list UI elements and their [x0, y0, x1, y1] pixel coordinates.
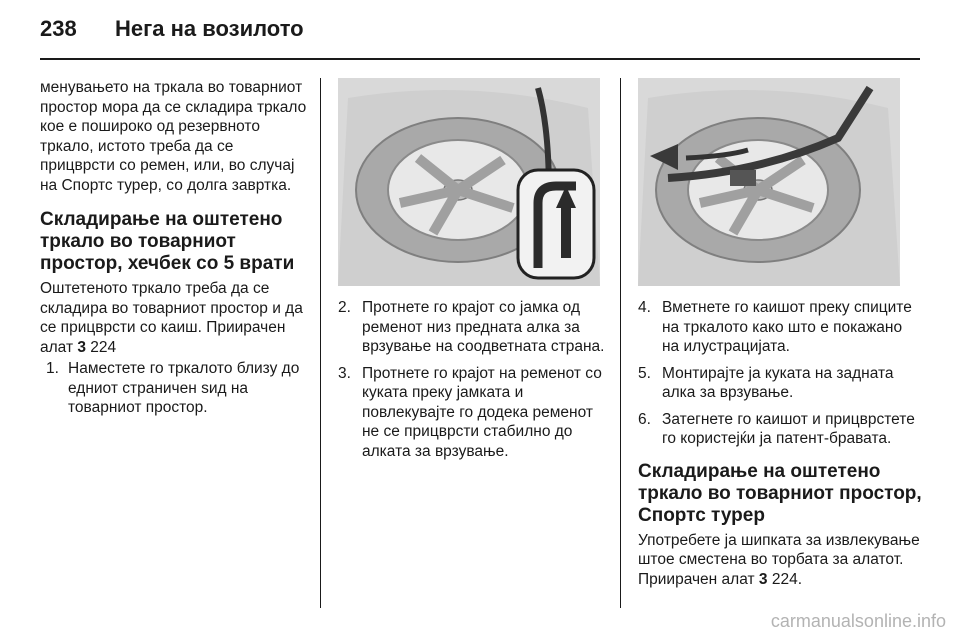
step-number: 1.: [46, 360, 59, 377]
column-2: [338, 78, 608, 468]
section-text: Оштетеното тркало треба да се складира во товарниот простор и да се прицврсти со каиш. Приирачен алат: [40, 280, 303, 356]
step-item: [338, 298, 608, 357]
section-text: Употребете ја шипката за извлекување штое сместена во торбата за алатот. Приирачен алат: [638, 531, 920, 588]
page-ref-link[interactable]: 224.: [771, 570, 803, 588]
column-divider: [320, 78, 321, 608]
step-text: Наместете го тркалото близу до едниот страничен ѕид на товарниот простор.: [68, 360, 300, 416]
page-header: [40, 12, 920, 52]
page-number: 238: [40, 16, 77, 41]
header-rule: [40, 58, 920, 60]
step-number: 6.: [638, 410, 651, 428]
step-item: [638, 364, 922, 403]
step-text: Затегнете го каишот и прицврстете го користејќи ја патент-бравата.: [662, 410, 915, 447]
steps-list: [40, 359, 308, 418]
page-ref-arrow-icon: 3: [758, 570, 768, 588]
step-number: 5.: [638, 364, 651, 382]
page-ref-link[interactable]: 224: [90, 338, 117, 356]
section-paragraph: [40, 279, 308, 357]
step-number: 2.: [338, 299, 351, 316]
steps-list: [638, 298, 922, 449]
intro-paragraph: менувањето на тркала во товарниот простор мора да се складира тркало кое е пошироко од резервното тркало, истото треба да се прицврсти со ремен, или, во случај на Спортс турер, со долга завртка.: [40, 79, 307, 194]
illustration-wheel-strap-loop: [338, 78, 600, 286]
column-divider: [620, 78, 621, 608]
step-item: [40, 359, 308, 418]
step-item: [338, 364, 608, 462]
step-item: [638, 298, 922, 357]
page-title: Нега на возилото: [115, 16, 304, 41]
section-paragraph: [638, 531, 922, 590]
column-1: [40, 78, 308, 425]
step-text: Протнете го крајот на ременот со куката преку јамката и повлекувајте го додека ременот не се прицврсти стабилно до алката за врзување.: [362, 364, 602, 460]
footer-watermark: carmanualsonline.info: [770, 611, 946, 631]
spare-wheel-strap-illustration: [638, 78, 900, 286]
steps-list: [338, 298, 608, 461]
step-item: [638, 410, 922, 449]
step-text: Монтирајте ја куката на задната алка за врзување.: [662, 364, 894, 401]
illustration-wheel-strap-spokes: [638, 78, 900, 286]
column-3: [638, 78, 922, 589]
step-number: 3.: [338, 364, 351, 382]
spare-wheel-illustration: [338, 78, 600, 286]
page-ref-arrow-icon: 3: [77, 338, 86, 356]
step-text: Протнете го крајот со јамка од ременот низ предната алка за врзување на соодветната страна.: [362, 299, 605, 355]
section-heading: Складирање на оштетено тркало во товарниот простор, хечбек со 5 врати: [40, 209, 295, 274]
step-number: 4.: [638, 299, 651, 316]
step-text: Вметнете го каишот преку спиците на тркалото како што е покажано на илустрацијата.: [662, 299, 912, 355]
section-heading: Складирање на оштетено тркало во товарниот простор, Спортс турер: [638, 460, 922, 526]
